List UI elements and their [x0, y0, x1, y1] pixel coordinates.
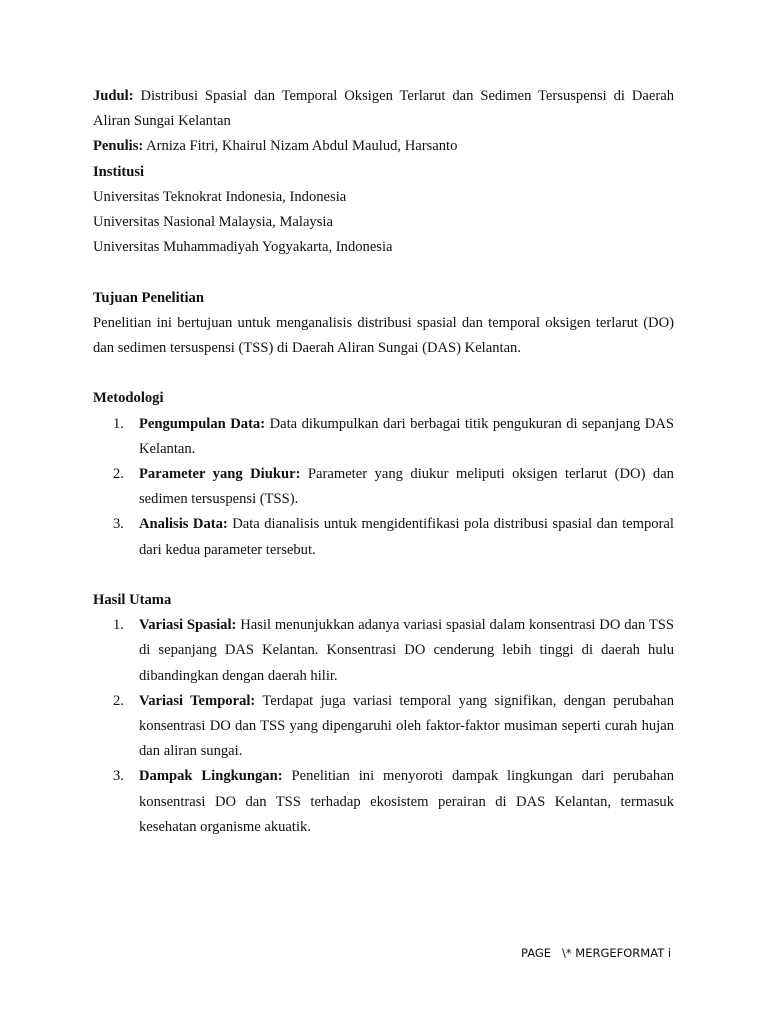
list-item: [93, 613, 674, 689]
tujuan-text: Penelitian ini bertujuan untuk menganalisis distribusi spasial dan temporal oksigen terlarut (DO) dan sedimen tersuspensi (TSS) di Daerah Aliran Sungai (DAS) Kelantan.: [93, 314, 674, 357]
hasil-list: [93, 613, 674, 840]
list-item: [93, 412, 674, 462]
judul-label: Judul:: [93, 88, 134, 104]
title-line: [93, 84, 674, 134]
list-number: 3.: [113, 768, 124, 785]
institution-item: Universitas Nasional Malaysia, Malaysia: [93, 214, 333, 231]
list-item: [93, 462, 674, 512]
item-label: Parameter yang Diukur:: [139, 466, 301, 483]
list-number: 2.: [113, 692, 124, 709]
item-text: Hasil menunjukkan adanya variasi spasial dalam konsentrasi DO dan TSS di sepanjang DAS Kelantan. Konsentrasi DO cenderung lebih tinggi di daerah hulu dibandingkan dengan daerah hilir.: [139, 617, 674, 684]
judul-text: Distribusi Spasial dan Temporal Oksigen Terlarut dan Sedimen Tersuspensi di Daerah Aliran Sungai Kelantan: [93, 88, 674, 130]
list-number: 3.: [113, 516, 124, 533]
document-body: [93, 84, 674, 840]
spacer: [93, 563, 674, 588]
page-footer-field: PAGE \* MERGEFORMAT i: [521, 946, 672, 960]
item-text: Terdapat juga variasi temporal yang signifikan, dengan perubahan konsentrasi DO dan TSS yang dipengaruhi oleh faktor-faktor musiman seperti curah hujan dan aliran sungai.: [139, 692, 674, 760]
list-number: 2.: [113, 466, 124, 483]
list-number: 1.: [113, 415, 124, 432]
item-label: Analisis Data:: [139, 516, 228, 533]
institution-item: Universitas Teknokrat Indonesia, Indonesia: [93, 188, 347, 205]
item-text: Parameter yang diukur meliputi oksigen terlarut (DO) dan sedimen tersuspensi (TSS).: [139, 466, 674, 508]
item-label: Variasi Spasial:: [139, 617, 237, 634]
list-item: [93, 512, 674, 562]
penulis-label: Penulis:: [93, 138, 144, 155]
list-item: [93, 764, 674, 840]
tujuan-heading: Tujuan Penelitian: [93, 289, 204, 306]
institution-item: Universitas Muhammadiyah Yogyakarta, Indonesia: [93, 239, 393, 256]
item-text: Penelitian ini menyoroti dampak lingkungan dari perubahan konsentrasi DO dan TSS terhadap ekosistem perairan di DAS Kelantan, termasuk kesehatan organisme akuatik.: [139, 768, 674, 835]
institusi-heading: Institusi: [93, 163, 145, 180]
spacer: [93, 361, 674, 386]
hasil-heading: Hasil Utama: [93, 592, 172, 609]
spacer: [93, 260, 674, 285]
item-text: Data dianalisis untuk mengidentifikasi pola distribusi spasial dan temporal dari kedua parameter tersebut.: [139, 516, 674, 558]
list-number: 1.: [113, 617, 124, 634]
penulis-text: Arniza Fitri, Khairul Nizam Abdul Maulud, Harsanto: [146, 138, 458, 155]
metodologi-list: [93, 412, 674, 563]
item-text: Data dikumpulkan dari berbagai titik pengukuran di sepanjang DAS Kelantan.: [139, 415, 674, 457]
item-label: Variasi Temporal:: [139, 692, 256, 709]
list-item: [93, 689, 674, 765]
item-label: Dampak Lingkungan:: [139, 768, 283, 785]
metodologi-heading: Metodologi: [93, 390, 164, 407]
item-label: Pengumpulan Data:: [139, 415, 266, 432]
authors-line: [93, 134, 674, 159]
